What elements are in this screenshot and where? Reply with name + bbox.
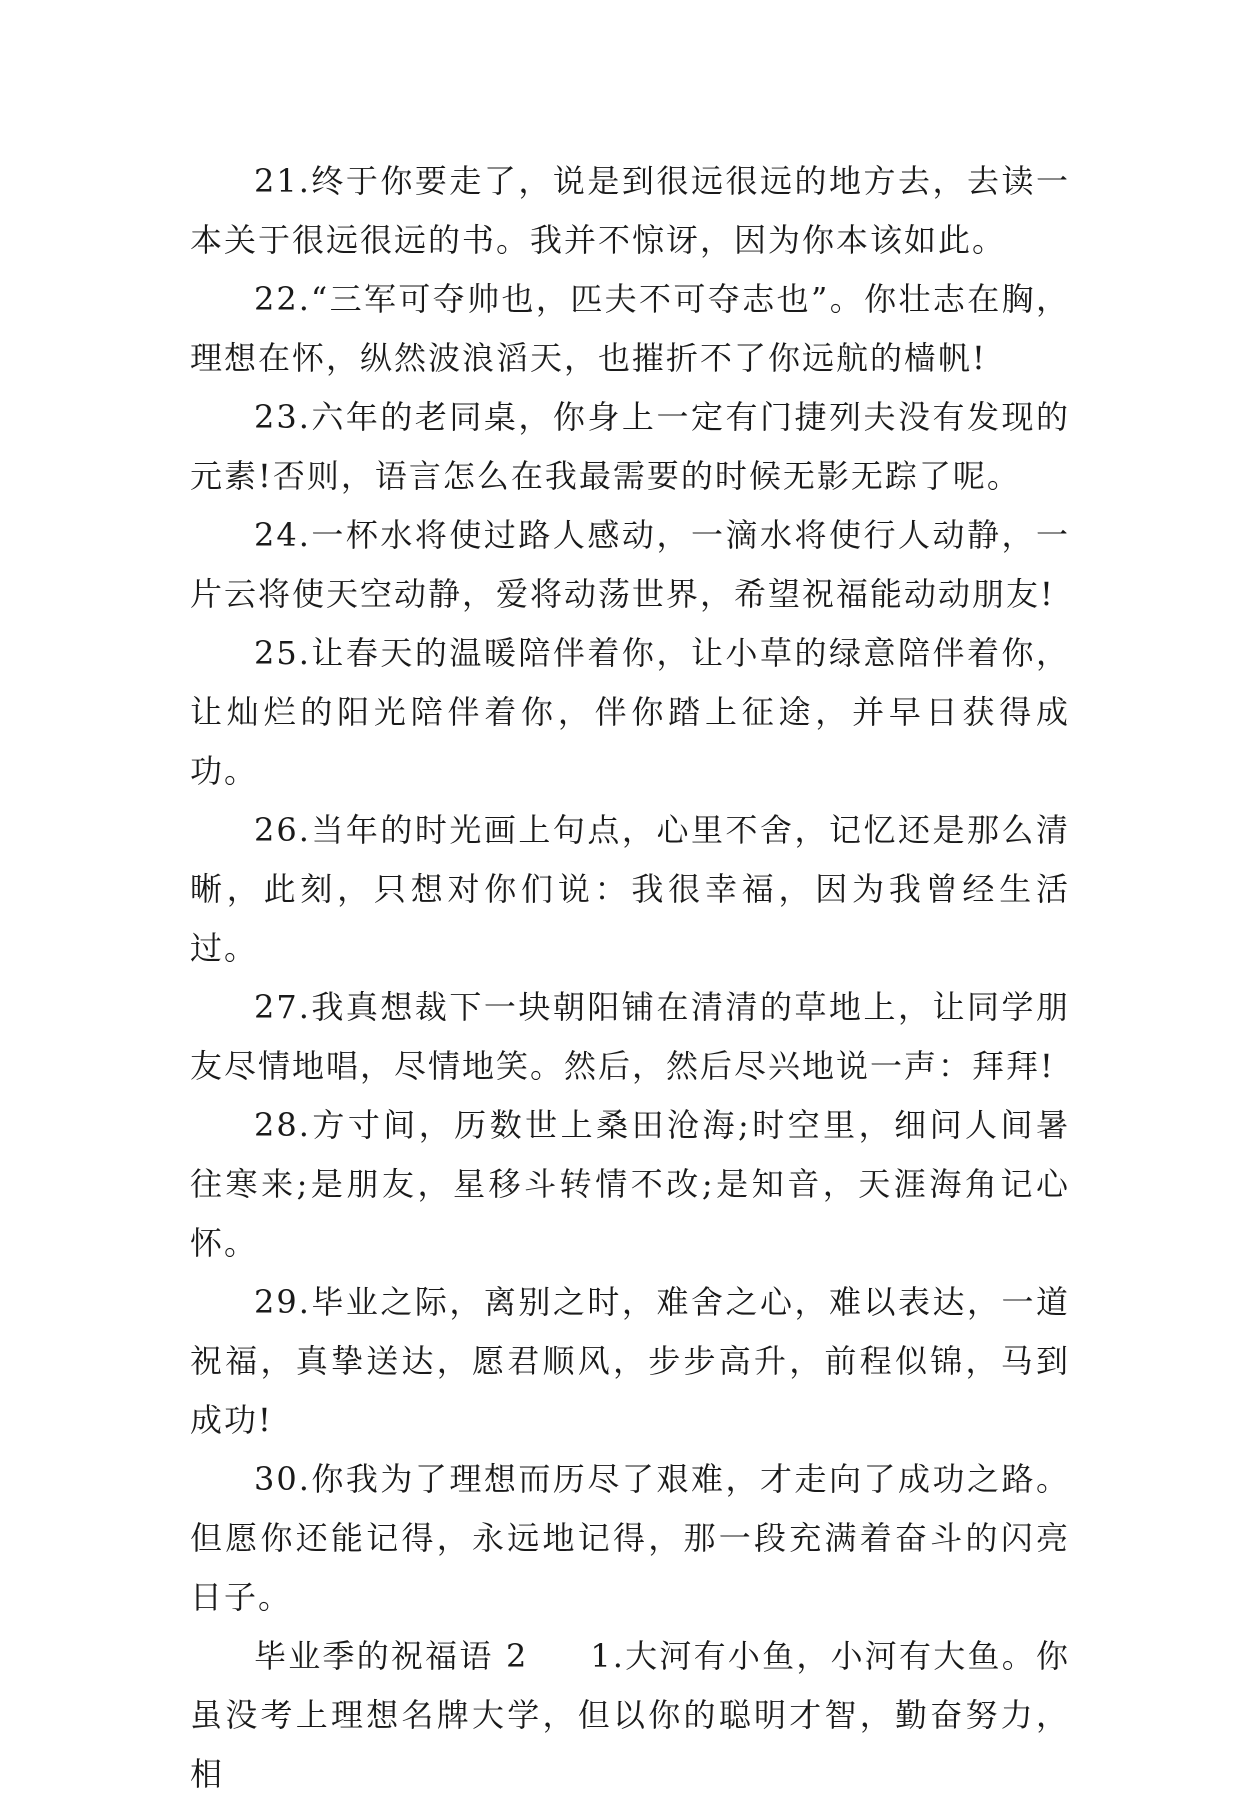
section-heading: 毕业季的祝福语 2 (254, 1637, 529, 1675)
paragraph-25: 25.让春天的温暖陪伴着你，让小草的绿意陪伴着你，让灿烂的阳光陪伴着你，伴你踏上征途，并早日获得成功。 (190, 634, 1070, 790)
paragraph-24: 24.一杯水将使过路人感动，一滴水将使行人动静，一片云将使天空动静，爱将动荡世界，希望祝福能动动朋友! (190, 516, 1070, 613)
section-heading-line (190, 1627, 1070, 1804)
paragraph-23: 23.六年的老同桌，你身上一定有门捷列夫没有发现的元素!否则，语言怎么在我最需要的时候无影无踪了呢。 (190, 398, 1070, 495)
paragraph-27: 27.我真想裁下一块朝阳铺在清清的草地上，让同学朋友尽情地唱，尽情地笑。然后，然后尽兴地说一声：拜拜! (190, 988, 1070, 1085)
section-first-item: 1.大河有小鱼，小河有大鱼。你虽没考上理想名牌大学，但以你的聪明才智，勤奋努力，相 (190, 1637, 1070, 1793)
paragraph-28: 28.方寸间，历数世上桑田沧海;时空里，细问人间暑往寒来;是朋友，星移斗转情不改;是知音，天涯海角记心怀。 (190, 1106, 1070, 1262)
paragraph-29: 29.毕业之际，离别之时，难舍之心，难以表达，一道祝福，真挚送达，愿君顺风，步步高升，前程似锦，马到成功! (190, 1283, 1070, 1439)
paragraph-30: 30.你我为了理想而历尽了艰难，才走向了成功之路。但愿你还能记得，永远地记得，那一段充满着奋斗的闪亮日子。 (190, 1460, 1070, 1616)
paragraph-22: 22.“三军可夺帅也，匹夫不可夺志也”。你壮志在胸，理想在怀，纵然波浪滔天，也摧折不了你远航的樯帆! (190, 280, 1070, 377)
paragraph-21: 21.终于你要走了，说是到很远很远的地方去，去读一本关于很远很远的书。我并不惊讶，因为你本该如此。 (190, 162, 1070, 259)
paragraph-26: 26.当年的时光画上句点，心里不舍，记忆还是那么清晰，此刻，只想对你们说：我很幸福，因为我曾经生活过。 (190, 811, 1070, 967)
document-body (190, 152, 1070, 1804)
